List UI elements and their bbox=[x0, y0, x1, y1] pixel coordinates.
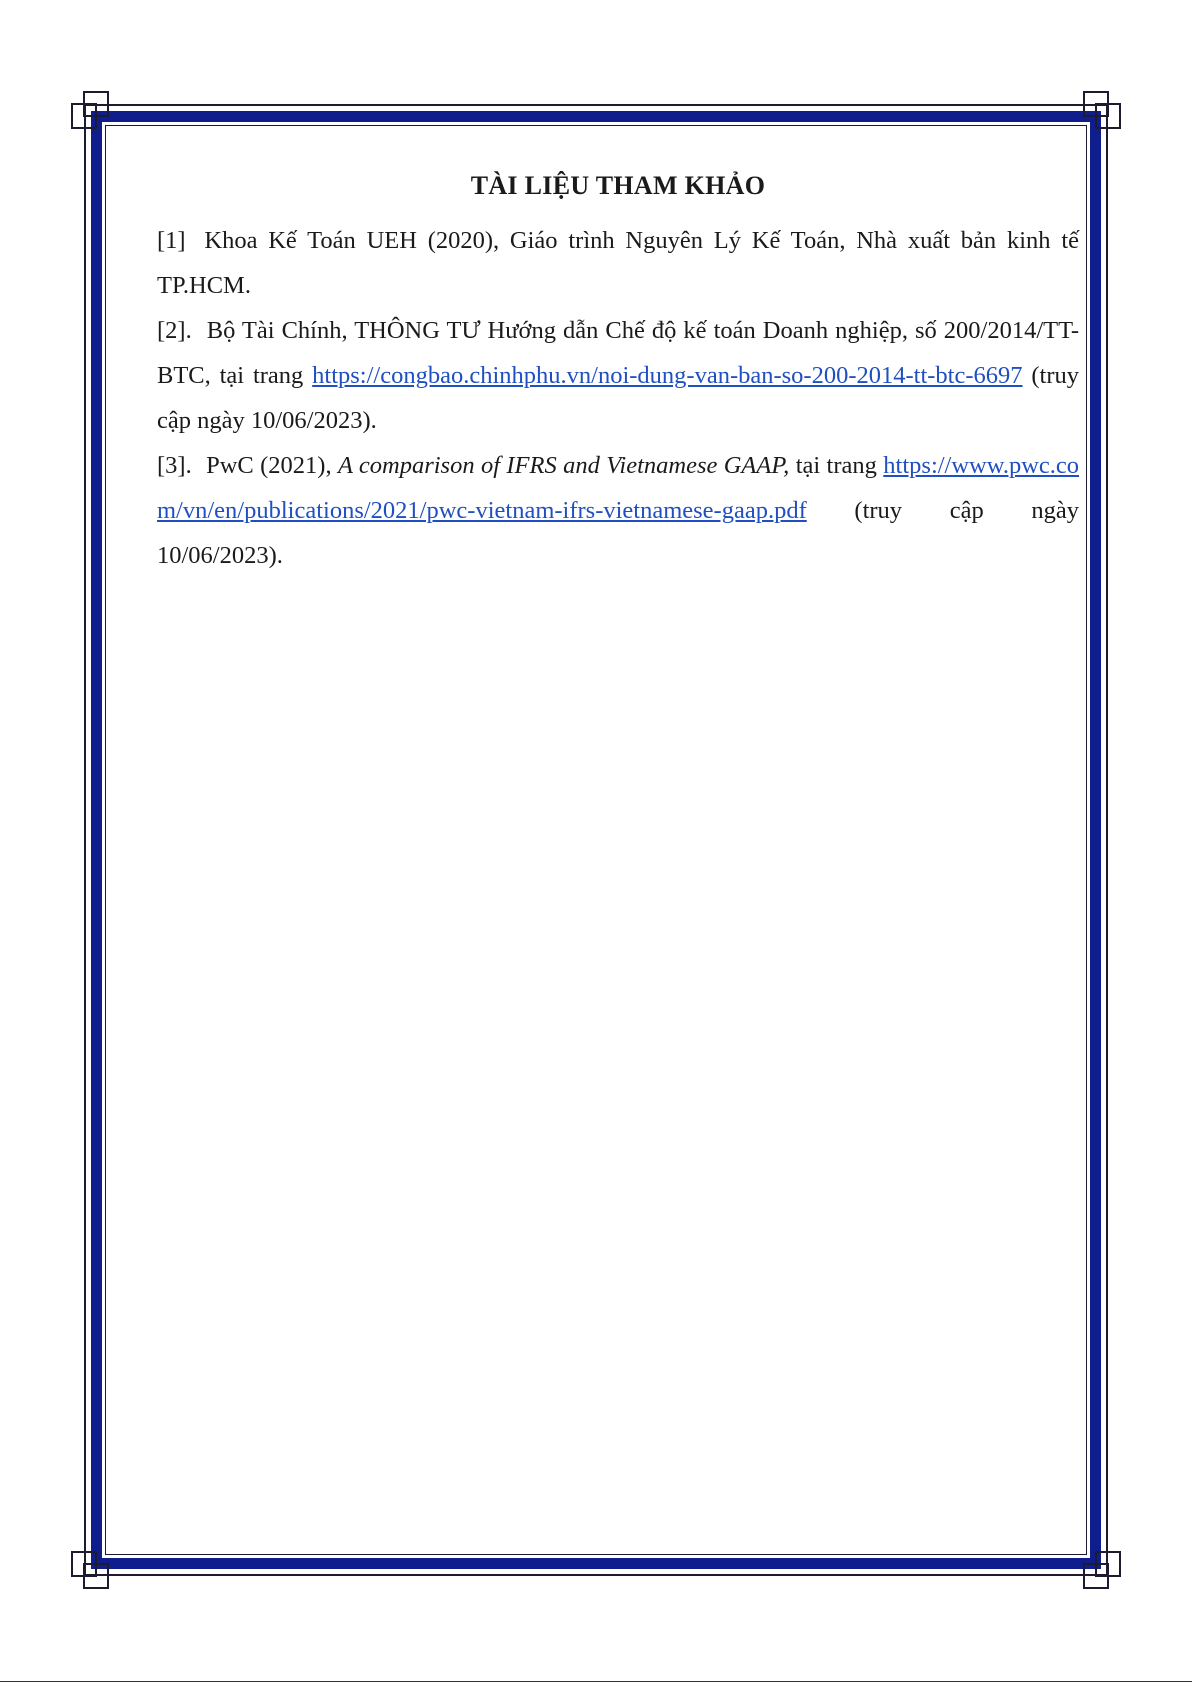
reference-title: A comparison of IFRS and Vietnamese GAAP, bbox=[337, 452, 790, 479]
reference-text: Bộ Tài Chính, THÔNG TƯ Hướng dẫn Chế độ kế toán Doanh nghiệp, số 200/2014/TT-BTC, tại trang bbox=[157, 317, 1079, 389]
page-bottom-rule bbox=[0, 1681, 1192, 1682]
reference-item-1 bbox=[157, 218, 1079, 308]
reference-access-date: (truy cập ngày 10/06/2023). bbox=[157, 497, 1080, 569]
reference-item-2 bbox=[157, 308, 1079, 443]
corner-ornament-icon bbox=[70, 1550, 110, 1590]
reference-access-date: (truy cập ngày 10/06/2023). bbox=[157, 362, 1080, 434]
corner-ornament-icon bbox=[1082, 1550, 1122, 1590]
corner-ornament-icon bbox=[70, 90, 110, 130]
references-section bbox=[157, 160, 1079, 578]
page-title: TÀI LIỆU THAM KHẢO bbox=[470, 171, 766, 200]
reference-item-3 bbox=[157, 443, 1079, 578]
reference-link[interactable]: https://congbao.chinhphu.vn/noi-dung-van-ban-so-200-2014-tt-btc-6697 bbox=[312, 362, 1023, 389]
reference-text: Khoa Kế Toán UEH (2020), Giáo trình Nguyên Lý Kế Toán, Nhà xuất bản kinh tế TP.HCM. bbox=[157, 227, 1079, 299]
reference-link[interactable]: https://www.pwc.com/vn/en/publications/2021/pwc-vietnam-ifrs-vietnamese-gaap.pdf bbox=[157, 452, 1080, 524]
corner-ornament-icon bbox=[1082, 90, 1122, 130]
reference-number: [3]. bbox=[157, 452, 192, 479]
reference-number: [1] bbox=[157, 227, 186, 254]
reference-text: tại trang bbox=[795, 452, 877, 479]
reference-text: PwC (2021), bbox=[206, 452, 332, 479]
reference-number: [2]. bbox=[157, 317, 192, 344]
